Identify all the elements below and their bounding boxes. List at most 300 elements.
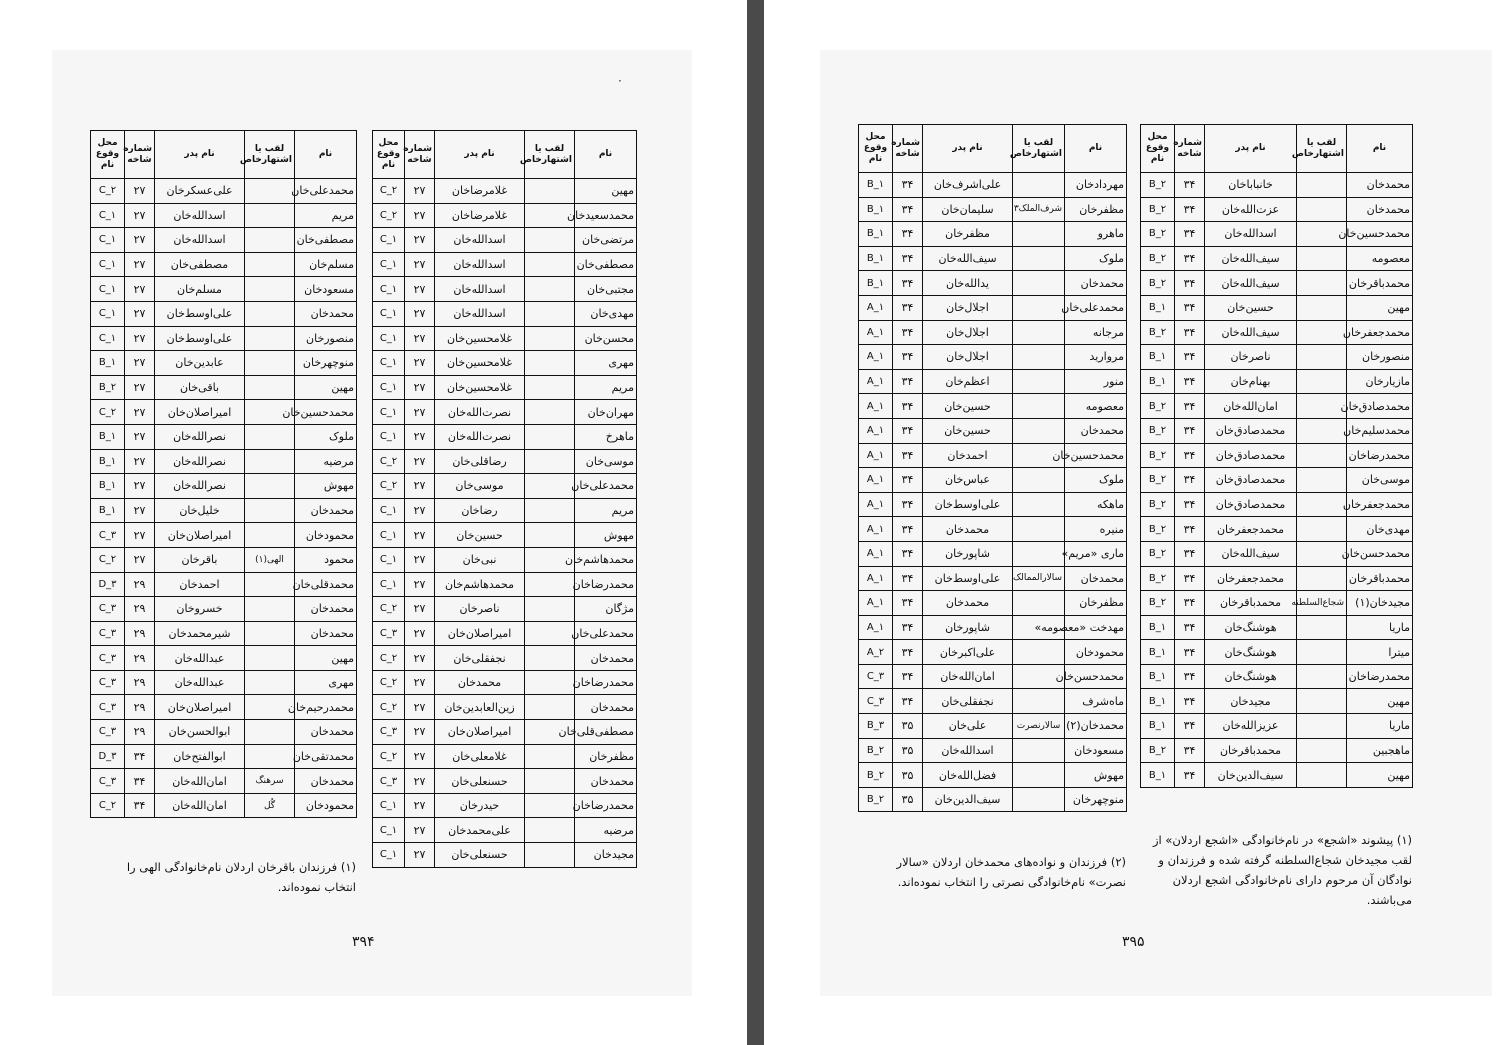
location-cell: ۳_C (373, 621, 405, 646)
branch-number-cell: ۲۷ (405, 277, 435, 302)
father-name-cell: محمدباقرخان (1205, 738, 1297, 763)
branch-number-cell: ۳۴ (1175, 197, 1205, 222)
table-row (373, 744, 637, 769)
person-name-cell: مصطفی‌خان (575, 252, 637, 277)
table-row (91, 424, 357, 449)
branch-number-cell: ۳۴ (893, 591, 923, 616)
branch-number-cell: ۳۴ (125, 744, 155, 769)
father-name-cell: عزت‌الله‌خان (1205, 197, 1297, 222)
table-row (373, 793, 637, 818)
father-name-cell: اسدالله‌خان (923, 738, 1013, 763)
title-cell (525, 228, 575, 253)
person-name-cell: منوچهرخان (295, 351, 357, 376)
person-name-cell: محمدخان (295, 621, 357, 646)
person-name-cell: محمدخان (1065, 566, 1127, 591)
location-cell: ۲_B (1141, 173, 1175, 198)
location-cell: ۱_C (91, 252, 125, 277)
father-name-cell: نصرالله‌خان (155, 449, 245, 474)
table-row (859, 591, 1127, 616)
title-cell (1297, 689, 1347, 714)
branch-number-cell: ۲۷ (405, 301, 435, 326)
title-cell (245, 203, 295, 228)
father-name-cell: غلامحسین‌خان (435, 326, 525, 351)
table-header-row (1141, 125, 1413, 173)
location-cell: ۱_A (859, 418, 893, 443)
branch-number-cell: ۳۴ (893, 664, 923, 689)
table-row (859, 418, 1127, 443)
father-name-cell: احمدخان (923, 443, 1013, 468)
table-row (91, 646, 357, 671)
father-name-cell: علی‌اوسط‌خان (155, 301, 245, 326)
title-cell (525, 424, 575, 449)
person-name-cell: مظفرخان (1065, 591, 1127, 616)
table-row (373, 326, 637, 351)
branch-number-cell: ۳۴ (1175, 714, 1205, 739)
father-name-cell: علی‌اوسط‌خان (155, 326, 245, 351)
father-name-cell: حسنعلی‌خان (435, 769, 525, 794)
title-cell (1013, 369, 1065, 394)
branch-number-cell: ۳۴ (893, 689, 923, 714)
title-cell (525, 498, 575, 523)
person-name-cell: مهوش (1065, 763, 1127, 788)
branch-number-cell: ۳۴ (1175, 468, 1205, 493)
person-name-cell: مریم (295, 203, 357, 228)
person-name-cell: مهین (575, 179, 637, 204)
location-cell: ۱_B (859, 173, 893, 198)
person-name-cell: محمودخان (295, 523, 357, 548)
title-cell (525, 572, 575, 597)
header-name: نام (1065, 125, 1127, 173)
table-row (859, 271, 1127, 296)
location-cell: ۳_C (91, 621, 125, 646)
branch-number-cell: ۲۷ (405, 400, 435, 425)
title-cell (245, 252, 295, 277)
location-cell: ۲_B (1141, 246, 1175, 271)
branch-number-cell: ۲۷ (405, 498, 435, 523)
location-cell: ۱_C (373, 400, 405, 425)
title-cell (1297, 369, 1347, 394)
father-name-cell: رضاخان (435, 498, 525, 523)
father-name-cell: نصرت‌الله‌خان (435, 424, 525, 449)
branch-number-cell: ۲۷ (405, 424, 435, 449)
person-name-cell: محمدخان (575, 646, 637, 671)
branch-number-cell: ۳۴ (1175, 320, 1205, 345)
title-cell (245, 424, 295, 449)
branch-number-cell: ۳۴ (1175, 517, 1205, 542)
branch-number-cell: ۲۷ (125, 449, 155, 474)
location-cell: ۱_B (859, 246, 893, 271)
location-cell: ۱_B (859, 271, 893, 296)
title-cell (1297, 517, 1347, 542)
father-name-cell: امیراصلان‌خان (155, 695, 245, 720)
branch-number-cell: ۲۷ (405, 818, 435, 843)
title-cell (525, 277, 575, 302)
father-name-cell: اسدالله‌خان (435, 277, 525, 302)
table-row (859, 664, 1127, 689)
father-name-cell: غلامعلی‌خان (435, 744, 525, 769)
header-title: لقب یا اشتهارخاص (525, 131, 575, 179)
father-name-cell: رضاقلی‌خان (435, 449, 525, 474)
father-name-cell: امیراصلان‌خان (435, 720, 525, 745)
location-cell: ۱_A (859, 369, 893, 394)
table-row (91, 203, 357, 228)
table-row (91, 351, 357, 376)
table-row (1141, 763, 1413, 788)
father-name-cell: مسلم‌خان (155, 277, 245, 302)
father-name-cell: محمدخان (923, 517, 1013, 542)
person-name-cell: مهین (295, 646, 357, 671)
title-cell (245, 572, 295, 597)
location-cell: ۳_C (91, 597, 125, 622)
table-row (859, 443, 1127, 468)
table-row (1141, 566, 1413, 591)
table-row (1141, 664, 1413, 689)
table-row (1141, 418, 1413, 443)
person-name-cell: محمدسعیدخان (575, 203, 637, 228)
father-name-cell: نصرت‌الله‌خان (435, 400, 525, 425)
header-name: نام (295, 131, 357, 179)
father-name-cell: بهنام‌خان (1205, 369, 1297, 394)
table-row (373, 375, 637, 400)
father-name-cell: شاپورخان (923, 541, 1013, 566)
location-cell: ۲_B (1141, 468, 1175, 493)
table-row (373, 621, 637, 646)
person-name-cell: مهری (575, 351, 637, 376)
title-cell (525, 351, 575, 376)
person-name-cell: ملوک (295, 424, 357, 449)
person-name-cell: مریم (575, 375, 637, 400)
branch-number-cell: ۳۴ (893, 615, 923, 640)
location-cell: ۱_C (373, 326, 405, 351)
person-name-cell: مهین (295, 375, 357, 400)
location-cell: ۱_C (373, 228, 405, 253)
title-cell (245, 449, 295, 474)
person-name-cell: محمودخان (1065, 640, 1127, 665)
father-name-cell: عباس‌خان (923, 468, 1013, 493)
person-name-cell: مجیدخان(۱) (1347, 591, 1413, 616)
person-name-cell: مصطفی‌قلی‌خان (575, 720, 637, 745)
branch-number-cell: ۲۷ (405, 179, 435, 204)
table-row (373, 769, 637, 794)
branch-number-cell: ۲۷ (125, 498, 155, 523)
title-cell (245, 670, 295, 695)
location-cell: ۱_A (859, 468, 893, 493)
person-name-cell: محسن‌خان (575, 326, 637, 351)
table-row (91, 793, 357, 818)
person-name-cell: موسی‌خان (575, 449, 637, 474)
location-cell: ۳_C (859, 664, 893, 689)
father-name-cell: خلیل‌خان (155, 498, 245, 523)
father-name-cell: اسدالله‌خان (155, 228, 245, 253)
father-name-cell: نجفقلی‌خان (435, 646, 525, 671)
table-row (859, 738, 1127, 763)
person-name-cell: مسلم‌خان (295, 252, 357, 277)
title-cell (1297, 738, 1347, 763)
title-cell (1297, 492, 1347, 517)
location-cell: ۲_B (1141, 541, 1175, 566)
table-row (1141, 320, 1413, 345)
location-cell: ۱_C (373, 301, 405, 326)
person-name-cell: محمدخان (1065, 418, 1127, 443)
branch-number-cell: ۲۷ (405, 597, 435, 622)
location-cell: ۳_C (91, 695, 125, 720)
father-name-cell: سیف‌الله‌خان (1205, 271, 1297, 296)
location-cell: ۳_C (859, 689, 893, 714)
branch-number-cell: ۳۴ (1175, 591, 1205, 616)
title-cell (525, 400, 575, 425)
branch-number-cell: ۳۵ (893, 714, 923, 739)
person-name-cell: ماهرو (1065, 222, 1127, 247)
location-cell: ۱_A (859, 591, 893, 616)
location-cell: ۲_B (91, 375, 125, 400)
title-cell (1013, 763, 1065, 788)
location-cell: ۲_B (1141, 320, 1175, 345)
branch-number-cell: ۲۷ (405, 252, 435, 277)
father-name-cell: سلیمان‌خان (923, 197, 1013, 222)
table-row (91, 670, 357, 695)
father-name-cell: ناصرخان (435, 597, 525, 622)
person-name-cell: مهدی‌خان (575, 301, 637, 326)
header-location: محل وقوع نام (373, 131, 405, 179)
father-name-cell: خسروخان (155, 597, 245, 622)
table-row (373, 720, 637, 745)
title-cell (1297, 246, 1347, 271)
table-row (91, 695, 357, 720)
location-cell: ۲_C (373, 597, 405, 622)
title-cell (525, 252, 575, 277)
branch-number-cell: ۳۴ (1175, 566, 1205, 591)
location-cell: ۱_B (1141, 689, 1175, 714)
table-row (373, 474, 637, 499)
location-cell: ۱_B (859, 197, 893, 222)
title-cell: سرهنگ (245, 769, 295, 794)
location-cell: ۳_C (91, 720, 125, 745)
location-cell: ۱_A (859, 566, 893, 591)
person-name-cell: محمدحسین‌خان (1347, 222, 1413, 247)
location-cell: ۱_C (373, 252, 405, 277)
branch-number-cell: ۳۴ (893, 320, 923, 345)
location-cell: ۱_C (373, 843, 405, 868)
location-cell: ۳_C (91, 769, 125, 794)
father-name-cell: احمدخان (155, 572, 245, 597)
location-cell: ۲_B (1141, 418, 1175, 443)
father-name-cell: علی‌اوسط‌خان (923, 566, 1013, 591)
person-name-cell: مظفرخان (575, 744, 637, 769)
branch-number-cell: ۲۷ (405, 203, 435, 228)
table-header-row (91, 131, 357, 179)
title-cell (525, 449, 575, 474)
branch-number-cell: ۳۴ (1175, 246, 1205, 271)
person-name-cell: محمدخان (1065, 271, 1127, 296)
title-cell (525, 670, 575, 695)
person-name-cell: مریم (575, 498, 637, 523)
branch-number-cell: ۲۹ (125, 597, 155, 622)
branch-number-cell: ۳۴ (1175, 418, 1205, 443)
location-cell: ۱_B (859, 222, 893, 247)
title-cell (525, 843, 575, 868)
location-cell: ۱_A (859, 517, 893, 542)
father-name-cell: علی‌اکبرخان (923, 640, 1013, 665)
father-name-cell: محمدخان (923, 591, 1013, 616)
branch-number-cell: ۳۴ (893, 468, 923, 493)
person-name-cell: معصومه (1347, 246, 1413, 271)
location-cell: ۲_B (1141, 517, 1175, 542)
title-cell (1013, 418, 1065, 443)
table-row (91, 375, 357, 400)
branch-number-cell: ۳۴ (1175, 738, 1205, 763)
branch-number-cell: ۲۷ (405, 621, 435, 646)
title-cell (1297, 615, 1347, 640)
header-title: لقب یا اشتهارخاص (245, 131, 295, 179)
father-name-cell: عبدالله‌خان (155, 670, 245, 695)
table-row (373, 646, 637, 671)
title-cell (525, 375, 575, 400)
title-cell (1297, 566, 1347, 591)
footnote-1: (۱) فرزندان باقرخان اردلان نام‌خانوادگی الهی را انتخاب نموده‌اند. (126, 860, 356, 894)
title-cell (1013, 492, 1065, 517)
branch-number-cell: ۳۵ (893, 787, 923, 812)
branch-number-cell: ۲۷ (405, 572, 435, 597)
father-name-cell: اسدالله‌خان (435, 301, 525, 326)
title-cell (1297, 394, 1347, 419)
table-row (91, 252, 357, 277)
person-name-cell: محمدحسین‌خان (1065, 443, 1127, 468)
father-name-cell: اجلال‌خان (923, 345, 1013, 370)
table-row (91, 498, 357, 523)
location-cell: ۱_C (373, 351, 405, 376)
title-cell: گُل (245, 793, 295, 818)
table-row (91, 326, 357, 351)
location-cell: ۲_B (1141, 443, 1175, 468)
table-row (859, 369, 1127, 394)
title-cell: الهی(۱) (245, 547, 295, 572)
table-row (1141, 394, 1413, 419)
title-cell (245, 228, 295, 253)
father-name-cell: علی‌محمدخان (435, 818, 525, 843)
location-cell: ۲_B (859, 787, 893, 812)
location-cell: ۱_C (373, 277, 405, 302)
title-cell (1297, 468, 1347, 493)
table-row (91, 228, 357, 253)
header-branch: شماره شاخه (125, 131, 155, 179)
branch-number-cell: ۲۷ (405, 351, 435, 376)
title-cell (1013, 468, 1065, 493)
father-name-cell: عزیزالله‌خان (1205, 714, 1297, 739)
header-title: لقب یا اشتهارخاص (1013, 125, 1065, 173)
father-name-cell: ابوالحسن‌خان (155, 720, 245, 745)
title-cell (1297, 418, 1347, 443)
page-number: ۳۹۵ (1122, 934, 1145, 950)
title-cell (245, 277, 295, 302)
table-row (373, 351, 637, 376)
person-name-cell: مسعودخان (295, 277, 357, 302)
title-cell (245, 474, 295, 499)
title-cell (245, 597, 295, 622)
father-name-cell: محمدصادق‌خان (1205, 492, 1297, 517)
branch-number-cell: ۳۴ (893, 394, 923, 419)
branch-number-cell: ۲۷ (125, 277, 155, 302)
person-name-cell: ماهجبین (1347, 738, 1413, 763)
father-name-cell: علی‌اشرف‌خان (923, 173, 1013, 198)
person-name-cell: مهدخت «معصومه» (1065, 615, 1127, 640)
location-cell: ۲_C (373, 695, 405, 720)
table-row (859, 566, 1127, 591)
table-row (1141, 173, 1413, 198)
title-cell (1297, 640, 1347, 665)
person-name-cell: محمدعلی‌خان (1065, 295, 1127, 320)
branch-number-cell: ۳۴ (1175, 615, 1205, 640)
table-row (373, 252, 637, 277)
person-name-cell: مهین (1347, 689, 1413, 714)
branch-number-cell: ۲۷ (405, 375, 435, 400)
title-cell (525, 597, 575, 622)
table-row (1141, 271, 1413, 296)
branch-number-cell: ۲۷ (125, 547, 155, 572)
person-name-cell: محمودخان (295, 793, 357, 818)
table-row (1141, 197, 1413, 222)
table-row (91, 301, 357, 326)
table-row (373, 228, 637, 253)
title-cell (1013, 320, 1065, 345)
location-cell: ۲_C (91, 400, 125, 425)
title-cell (1013, 541, 1065, 566)
branch-number-cell: ۲۷ (405, 843, 435, 868)
person-name-cell: میترا (1347, 640, 1413, 665)
father-name-cell: یدالله‌خان (923, 271, 1013, 296)
person-name-cell: محمدحسن‌خان (1347, 541, 1413, 566)
father-name-cell: امان‌الله‌خان (1205, 394, 1297, 419)
person-name-cell: محمدخان (1347, 173, 1413, 198)
person-name-cell: محمدرضاخان (1347, 664, 1413, 689)
father-name-cell: امان‌الله‌خان (155, 793, 245, 818)
person-name-cell: ملوک (1065, 246, 1127, 271)
location-cell: ۱_C (91, 203, 125, 228)
table-row (373, 597, 637, 622)
table-row (373, 818, 637, 843)
location-cell: ۱_B (1141, 369, 1175, 394)
branch-number-cell: ۲۷ (405, 769, 435, 794)
table-row (91, 547, 357, 572)
location-cell: ۳_C (91, 523, 125, 548)
table-row (859, 197, 1127, 222)
header-name: نام (575, 131, 637, 179)
person-name-cell: محمدعلی‌خان (295, 179, 357, 204)
person-name-cell: محمدخان (575, 769, 637, 794)
location-cell: ۱_A (859, 443, 893, 468)
location-cell: ۲_B (1141, 271, 1175, 296)
location-cell: ۱_A (859, 541, 893, 566)
location-cell: ۱_B (91, 498, 125, 523)
person-name-cell: مهوش (575, 523, 637, 548)
branch-number-cell: ۳۴ (1175, 394, 1205, 419)
person-name-cell: محمدجعفرخان (1347, 320, 1413, 345)
table-row (91, 277, 357, 302)
branch-number-cell: ۲۷ (405, 474, 435, 499)
father-name-cell: زین‌العابدین‌خان (435, 695, 525, 720)
branch-number-cell: ۲۷ (125, 523, 155, 548)
table-row (859, 714, 1127, 739)
father-name-cell: حسنعلی‌خان (435, 843, 525, 868)
table-row (373, 572, 637, 597)
title-cell (1013, 394, 1065, 419)
location-cell: ۱_B (1141, 714, 1175, 739)
branch-number-cell: ۳۴ (1175, 492, 1205, 517)
table-row (859, 222, 1127, 247)
table-row (859, 640, 1127, 665)
location-cell: ۲_C (373, 449, 405, 474)
branch-number-cell: ۳۴ (1175, 763, 1205, 788)
father-name-cell: امیراصلان‌خان (155, 523, 245, 548)
